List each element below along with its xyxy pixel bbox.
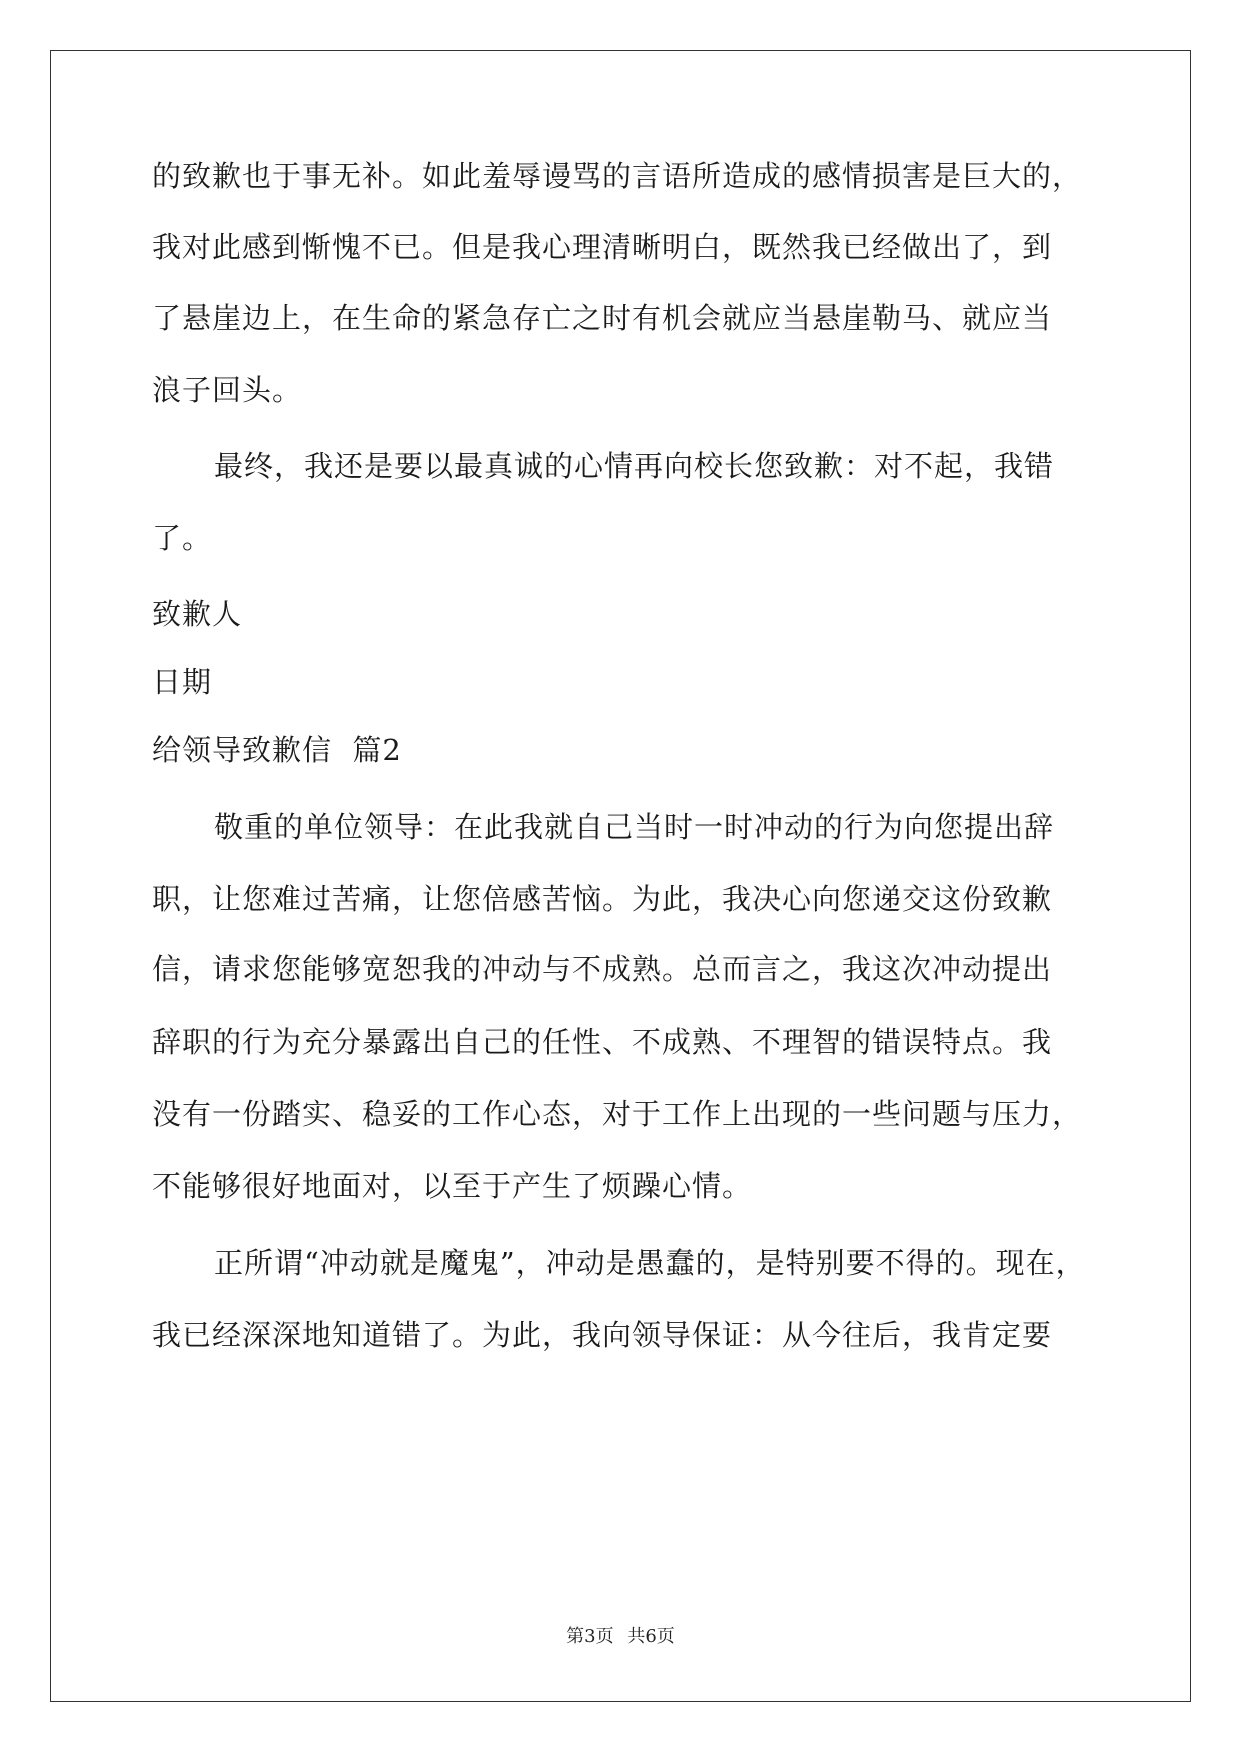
text-line: 我对此感到惭愧不已。但是我心理清晰明白，既然我已经做出了，到 (152, 230, 1053, 264)
date-label: 日期 (152, 665, 213, 699)
text-line: 职，让您难过苦痛，让您倍感苦恼。为此，我决心向您递交这份致歉 (152, 882, 1053, 916)
section-title: 给领导致歉信 篇2 (152, 733, 402, 767)
page-footer (0, 1622, 1241, 1648)
text-line: 敬重的单位领导：在此我就自己当时一时冲动的行为向您提出辞 (214, 810, 1055, 844)
page-number: 第3页 (566, 1626, 614, 1647)
text-line: 我已经深深地知道错了。为此，我向领导保证：从今往后，我肯定要 (152, 1318, 1053, 1352)
total-pages: 共6页 (627, 1626, 675, 1647)
text-line: 没有一份踏实、稳妥的工作心态，对于工作上出现的一些问题与压力， (152, 1097, 1083, 1131)
text-line: 浪子回头。 (152, 373, 303, 407)
text-line: 最终，我还是要以最真诚的心情再向校长您致歉：对不起，我错 (214, 449, 1055, 483)
text-line: 不能够很好地面对，以至于产生了烦躁心情。 (152, 1169, 753, 1203)
text-line: 正所谓“冲动就是魔鬼”，冲动是愚蠢的，是特别要不得的。现在， (214, 1246, 1086, 1280)
text-line: 信，请求您能够宽恕我的冲动与不成熟。总而言之，我这次冲动提出 (152, 952, 1053, 986)
text-line: 了。 (152, 521, 213, 555)
text-line: 的致歉也于事无补。如此羞辱谩骂的言语所造成的感情损害是巨大的， (152, 159, 1083, 193)
signature-label: 致歉人 (152, 597, 243, 631)
text-line: 了悬崖边上，在生命的紧急存亡之时有机会就应当悬崖勒马、就应当 (152, 301, 1053, 335)
text-line: 辞职的行为充分暴露出自己的任性、不成熟、不理智的错误特点。我 (152, 1025, 1053, 1059)
